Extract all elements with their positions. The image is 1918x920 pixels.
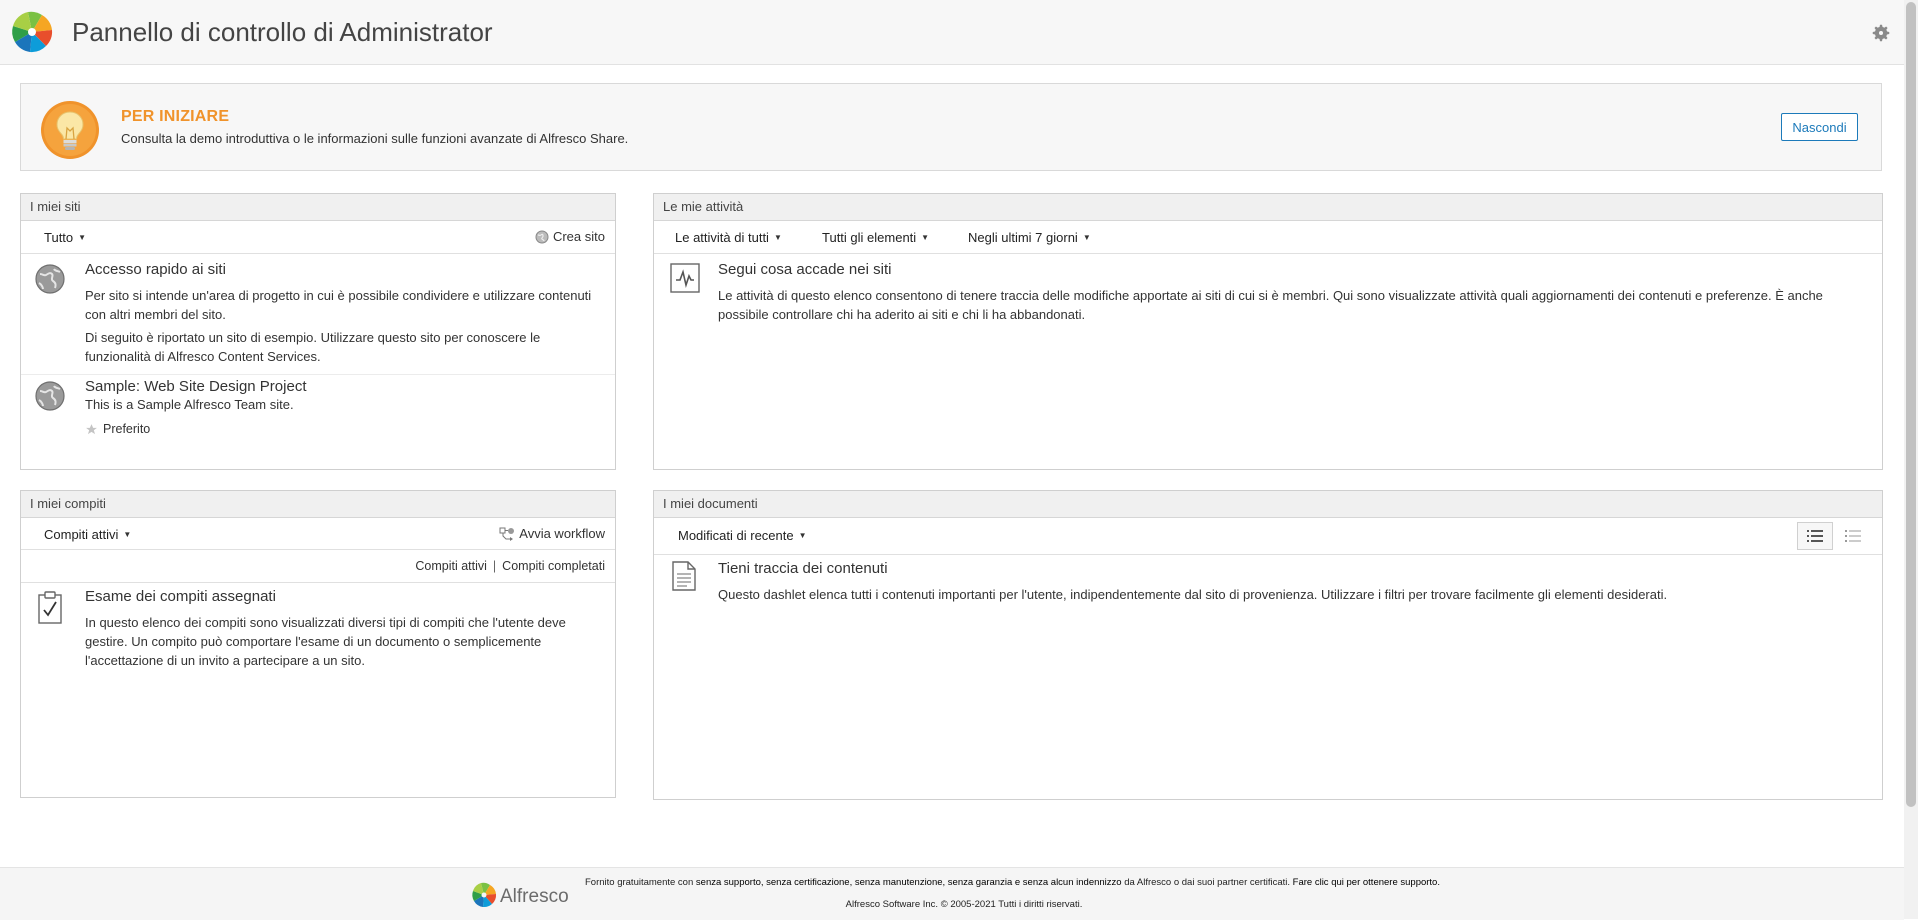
detailed-view-button[interactable]	[1797, 522, 1833, 550]
vertical-scrollbar[interactable]	[1904, 0, 1918, 919]
sites-info-paragraph-1: Per sito si intende un'area di progetto in cui è possibile condividere e utilizzare contenuti con altri membri del sito.	[85, 288, 592, 322]
sites-filter-label: Tutto	[44, 230, 74, 245]
tasks-subnav	[21, 550, 615, 583]
footer-copyright: Alfresco Software Inc. © 2005-2021 Tutti i diritti riservati.	[845, 899, 1083, 910]
dashlet-toolbar	[21, 221, 615, 254]
activity-icon	[669, 262, 701, 294]
documents-info-text: Questo dashlet elenca tutti i contenuti importanti per l'utente, indipendentemente dal sito di provenienza. Utilizzare i filtri per trovare facilmente gli elementi desiderati.	[718, 587, 1668, 602]
clipboard-check-icon	[36, 591, 66, 625]
support-link[interactable]: Fare clic qui per ottenere supporto.	[1292, 877, 1440, 888]
my-sites-dashlet	[20, 193, 616, 470]
completed-tasks-link[interactable]: Compiti completati	[502, 559, 605, 573]
simple-view-button[interactable]	[1835, 522, 1871, 550]
my-tasks-dashlet	[20, 490, 616, 798]
globe-icon	[34, 263, 66, 295]
caret-down-icon: ▼	[773, 233, 782, 242]
documents-filter-dropdown[interactable]	[678, 528, 807, 543]
footer-notice	[585, 877, 1440, 888]
tasks-filter-label: Compiti attivi	[44, 527, 119, 542]
globe-add-icon	[535, 230, 549, 244]
caret-down-icon: ▼	[921, 233, 930, 242]
sites-info-title: Accesso rapido ai siti	[85, 261, 226, 278]
start-workflow-label: Avvia workflow	[519, 526, 605, 541]
footer-notice-middle: da Alfresco o dai suoi partner certificati.	[1124, 877, 1291, 888]
activities-info-title: Segui cosa accade nei siti	[718, 261, 892, 278]
footer-logo-text: Alfresco	[500, 886, 569, 907]
favorite-label: Preferito	[103, 422, 151, 436]
site-description: This is a Sample Alfresco Team site.	[85, 397, 294, 412]
dashlet-toolbar	[654, 518, 1882, 555]
alfresco-logo[interactable]	[8, 8, 56, 56]
site-list-item	[85, 378, 595, 439]
activities-type-filter[interactable]	[822, 230, 929, 245]
activities-range-filter-label: Negli ultimi 7 giorni	[968, 230, 1078, 245]
dashlet-title: I miei compiti	[21, 491, 615, 518]
divider	[21, 374, 615, 375]
activities-user-filter-label: Le attività di tutti	[675, 230, 769, 245]
page-footer	[0, 867, 1904, 920]
my-documents-dashlet	[653, 490, 1883, 800]
footer-notice-terms: senza supporto, senza certificazione, senza manutenzione, senza garanzia e senza alcun indennizzo	[695, 877, 1122, 888]
create-site-label: Crea sito	[552, 229, 605, 244]
caret-down-icon: ▼	[1082, 233, 1091, 242]
tasks-info-title: Esame dei compiti assegnati	[85, 588, 276, 605]
dashlet-toolbar	[654, 221, 1882, 254]
globe-icon	[34, 380, 66, 412]
create-site-button[interactable]	[535, 229, 605, 244]
document-icon	[671, 560, 697, 592]
activities-user-filter[interactable]	[675, 230, 782, 245]
star-icon	[85, 423, 98, 436]
tasks-info-text: In questo elenco dei compiti sono visualizzati diversi tipi di compiti che l'utente deve gestire. Un compito può comportare l'esame di un documento o semplicemente l'accettazione di un invito a partecipare a un sito.	[85, 615, 566, 668]
footer-notice-prefix: Fornito gratuitamente con	[585, 877, 694, 888]
link-separator: |	[492, 559, 497, 573]
gear-icon[interactable]	[1870, 22, 1892, 44]
app-header	[0, 0, 1904, 65]
list-view-icon	[1807, 530, 1823, 542]
caret-down-icon: ▼	[78, 233, 87, 242]
banner-text: Consulta la demo introduttiva o le informazioni sulle funzioni avanzate di Alfresco Share.	[121, 131, 629, 146]
activities-range-filter[interactable]	[968, 230, 1091, 245]
my-activities-dashlet	[653, 193, 1883, 470]
documents-info-title: Tieni traccia dei contenuti	[718, 560, 888, 577]
favorite-toggle[interactable]	[85, 420, 595, 439]
dashlet-title: I miei documenti	[654, 491, 1882, 518]
workflow-icon	[499, 527, 515, 541]
site-name-link[interactable]: Sample: Web Site Design Project	[85, 378, 307, 395]
dashlet-title: I miei siti	[21, 194, 615, 221]
scrollbar-thumb[interactable]	[1906, 2, 1916, 807]
page-title: Pannello di controllo di Administrator	[72, 17, 493, 47]
sites-filter-dropdown[interactable]	[44, 230, 86, 245]
activities-type-filter-label: Tutti gli elementi	[822, 230, 917, 245]
sites-info-paragraph-2: Di seguito è riportato un sito di esempio. Utilizzare questo sito per conoscere le funzionalità di Alfresco Content Services.	[85, 330, 541, 364]
dashlet-toolbar	[21, 518, 615, 550]
hide-button[interactable]: Nascondi	[1781, 113, 1858, 141]
tasks-filter-dropdown[interactable]	[44, 527, 131, 542]
dashlet-title: Le mie attività	[654, 194, 1882, 221]
documents-filter-label: Modificati di recente	[678, 528, 794, 543]
caret-down-icon: ▼	[798, 531, 807, 540]
caret-down-icon: ▼	[123, 530, 132, 539]
start-workflow-button[interactable]	[499, 526, 605, 541]
banner-title: PER INIZIARE	[121, 108, 230, 125]
compact-list-icon	[1845, 530, 1861, 542]
lightbulb-icon	[40, 100, 100, 160]
activities-info-text: Le attività di questo elenco consentono di tenere traccia delle modifiche apportate ai siti di cui si è membri. Qui sono visualizzate attività quali aggiornamenti dei contenuti e preferenze. È anche possibile controllare chi ha aderito ai siti e chi li ha abbandonati.	[718, 288, 1823, 322]
get-started-banner	[20, 83, 1882, 171]
active-tasks-link[interactable]: Compiti attivi	[415, 559, 487, 573]
